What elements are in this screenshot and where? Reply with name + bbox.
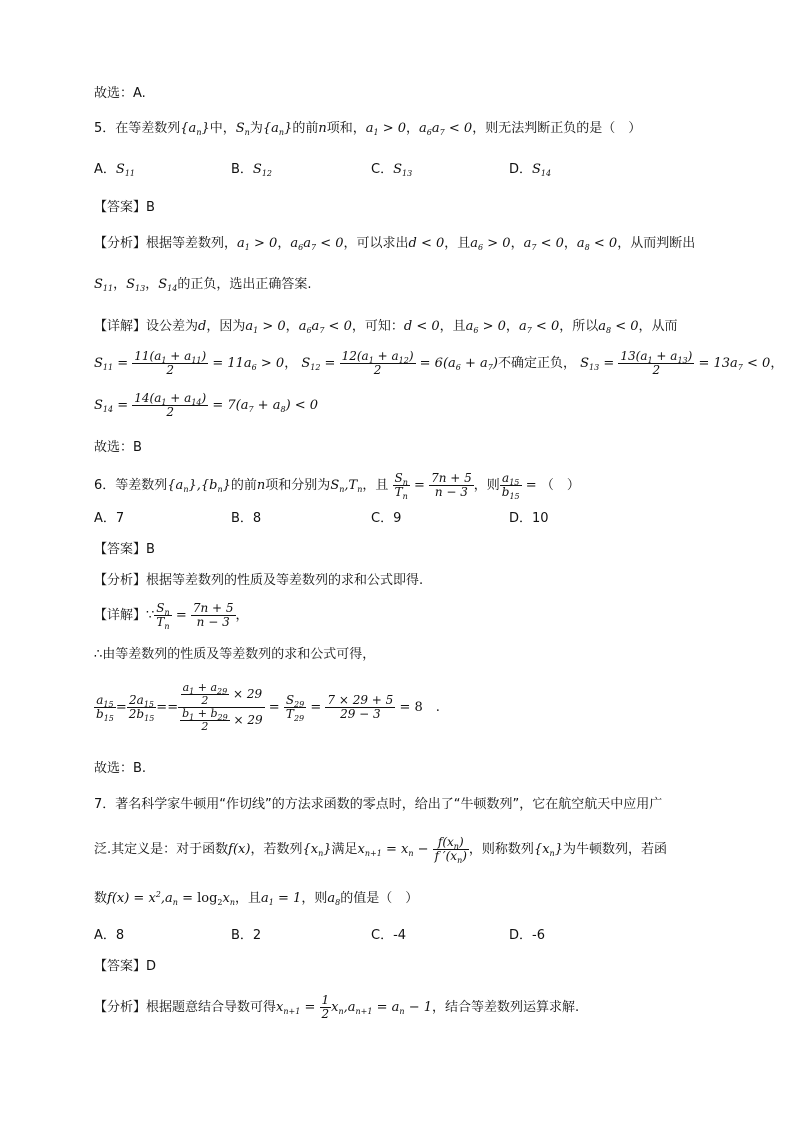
q5-conclusion: 故选：B [94, 440, 142, 455]
detail-text: ，因为 [206, 319, 246, 334]
detail-text: ，且 [439, 319, 466, 334]
answer-value: B [146, 542, 155, 557]
q6-detail-line1: 【详解】∵ $\frac{S_n}{T_n}$ = $\frac{7n + 5}{n - 3}$ ， [94, 601, 249, 631]
q7-option-b: B．2 [231, 928, 262, 943]
q6-stem-text: 的前 [230, 478, 257, 493]
answer-value: B [146, 200, 155, 215]
q7-stem-text: 为牛顿数列，若函 [562, 842, 667, 857]
q6-stem: 6．等差数列$\{a_n\},\{b_n\}$的前n项和分别为$S_n,T_n$，且 $\frac{S_n}{T_n}$ = $\frac{7n + 5}{n - 3}$ ，则 $\frac{a_{15}}{b_{15}}$ = （ ） [94, 471, 580, 501]
answer-value: D [146, 959, 157, 974]
analysis-text: ，从而判断出 [617, 236, 696, 251]
math-cond-2: $a_6a_7 < 0$ [419, 121, 473, 137]
q5-stem-text: ，则无法判断正负的是（ ） [472, 121, 642, 136]
fraction: $\frac{2a_{15}}{2b_{15}}$ [128, 693, 155, 723]
q7-stem-text: 的值是（ ） [340, 891, 419, 906]
q5-stem-text: 为 [249, 121, 263, 136]
answer-tag: 【答案】 [94, 200, 147, 215]
fraction: $\frac{7n + 5}{n - 3}$ [431, 471, 472, 499]
fraction: $\frac{11(a_1 + a_{11})}{2}$ [134, 349, 207, 377]
q5-stem-text: ， [406, 121, 420, 136]
detail-text: 设公差为 [146, 319, 199, 334]
q5-stem-text: 项和， [326, 121, 366, 136]
fraction: $\frac{7 \times 29 + 5}{29 - 3}$ [327, 693, 394, 721]
q6-option-c: C．9 [371, 511, 402, 526]
analysis-tag: 【分析】 [94, 573, 147, 588]
q6-detail-step: ∴由等差数列的性质及等差数列的求和公式可得， [94, 647, 376, 662]
q6-option-d: D．10 [509, 511, 549, 526]
q7-stem-text: ，则称数列 [468, 842, 534, 857]
q7-analysis: 【分析】根据题意结合导数可得$x_{n+1}$ = $\frac{1}{2}$ $x_n,a_{n+1} = a_n - 1$，结合等差数列运算求解. [94, 993, 580, 1021]
q5-detail-line3: $S_{14}$ = $\frac{14(a_1 + a_{14})}{2}$ = $7(a_7 + a_8) < 0$ [94, 391, 319, 419]
q7-option-c: C．-4 [371, 928, 407, 943]
answer-tag: 【答案】 [94, 542, 147, 557]
fraction: $\frac{S_n}{T_n}$ [156, 601, 170, 631]
q7-stem-text: 数 [94, 891, 108, 906]
analysis-text: ，且 [444, 236, 471, 251]
q7-stem-line3: 数$f(x) = x^2,a_n = \log_2x_n$，且$a_1 = 1$，则$a_8$的值是（ ） [94, 890, 419, 907]
analysis-text: 根据题意结合导数可得 [146, 1000, 277, 1015]
q5-analysis-line1: 【分析】根据等差数列，$a_1 > 0$，$a_6a_7 < 0$，可以求出d < 0，且$a_6 > 0$，$a_7 < 0$，$a_8 < 0$，从而判断出 [94, 236, 696, 252]
math-Sn: $S_n$ [235, 121, 250, 137]
fraction: $\frac{a_1 + a_{29}}{2}$ × 29 $\frac{b_1 + b_{29}}{2}$ × 29 [178, 682, 265, 733]
q5-answer [94, 199, 155, 217]
prev-answer-line: 故选：A. [94, 86, 146, 101]
q6-detail-derivation: $\frac{a_{15}}{b_{15}}$ = $\frac{2a_{15}}{2b_{15}}$ == $\frac{a_1 + a_{29}}{2}$ × 29 $\frac{b_1 + b_{29}}{2}$ × 29 = $\frac{S_{29}}{T_{29}}$ = $\frac{7 \times 29 + 5}{29 - 3}$ = 8 . [96, 681, 440, 733]
fraction: $\frac{a_{15}}{b_{15}}$ [96, 693, 114, 723]
q6-stem-text: ，则 [473, 478, 500, 493]
q6-stem-text: 项和分别为 [265, 478, 331, 493]
q6-stem-text: ，且 [362, 478, 389, 493]
q6-answer [94, 541, 155, 559]
detail-tag: 【详解】 [94, 608, 147, 623]
q7-option-d: D．-6 [509, 928, 545, 943]
q6-stem-text: （ ） [540, 478, 580, 493]
q7-answer [94, 958, 156, 976]
analysis-text: 的正负，选出正确答案. [177, 277, 312, 292]
q7-stem-text: 泛.其定义是：对于函数 [94, 842, 229, 857]
analysis-text: 根据等差数列， [146, 236, 238, 251]
q5-option-d: D．$S_{14}$ [509, 162, 552, 178]
q7-stem-line1: 7．著名科学家牛顿用“作切线”的方法求函数的零点时，给出了“牛顿数列”，它在航空航天中应用广 [94, 797, 663, 812]
fraction: $\frac{12(a_1 + a_{12})}{2}$ [341, 349, 414, 377]
analysis-tag: 【分析】 [94, 236, 147, 251]
q5-stem-text: 中， [209, 121, 236, 136]
q5-options [94, 161, 694, 179]
q5-stem [94, 120, 641, 138]
math-seq-an: $\{a_n\}$ [180, 121, 210, 137]
q5-detail-line2: $S_{11}$ = $\frac{11(a_1 + a_{11})}{2}$ = $11a_6 > 0$， $S_{12}$ = $\frac{12(a_1 + a_{12})}{2}$ = $6(a_6 + a_7)$不确定正负， $S_{13}$ = $\frac{13(a_1 + a_{13})}{2}$ = $13a_7 < 0$， [94, 349, 784, 377]
q5-stem-text: 5．在等差数列 [94, 121, 181, 136]
fraction: $\frac{f(x_n)}{f '(x_n)}$ [434, 835, 467, 865]
detail-tag: 【详解】 [94, 319, 147, 334]
analysis-text: ，可以求出 [343, 236, 409, 251]
q7-stem-text: ，若数列 [250, 842, 303, 857]
detail-text: ，从而 [638, 319, 678, 334]
result-value: 8 [414, 700, 423, 715]
fraction: $\frac{14(a_1 + a_{14})}{2}$ [134, 391, 207, 419]
q5-option-b: B．$S_{12}$ [231, 162, 273, 178]
detail-text: 不确定正负 [497, 356, 563, 371]
q6-conclusion: 故选：B. [94, 761, 147, 776]
fraction: $\frac{1}{2}$ [321, 993, 330, 1021]
detail-text: ，所以 [559, 319, 599, 334]
fraction: $\frac{S_n}{T_n}$ [394, 471, 408, 501]
q5-detail-line1: 【详解】设公差为d，因为$a_1 > 0$，$a_6a_7 < 0$，可知：d < 0，且$a_6 > 0$，$a_7 < 0$，所以$a_8 < 0$，从而 [94, 319, 678, 335]
q5-option-a: A．$S_{11}$ [94, 162, 135, 178]
q5-stem-text: 的前 [292, 121, 319, 136]
q6-options [94, 510, 694, 528]
q7-stem-text: ，则 [301, 891, 328, 906]
fraction: $\frac{a_{15}}{b_{15}}$ [501, 471, 520, 501]
math-cond-1: $a_1 > 0$ [365, 121, 407, 137]
q7-stem-line2: 泛.其定义是：对于函数f(x)，若数列$\{x_n\}$满足$x_{n+1} = x_n$ − $\frac{f(x_n)}{f '(x_n)}$ ，则称数列$\{x_n\}$为牛顿数列，若函 [94, 835, 667, 865]
q7-stem-text: 满足 [331, 842, 358, 857]
q6-analysis [94, 572, 423, 590]
math-seq-an: $\{a_n\}$ [262, 121, 293, 137]
q6-stem-text: 6．等差数列 [94, 478, 168, 493]
detail-text: ，可知： [351, 319, 404, 334]
fraction: $\frac{7n + 5}{n - 3}$ [192, 601, 234, 629]
q6-option-b: B．8 [231, 511, 262, 526]
q7-option-a: A．8 [94, 928, 125, 943]
math-n: n [318, 121, 327, 136]
q5-option-c: C．$S_{13}$ [371, 162, 413, 178]
analysis-text: 根据等差数列的性质及等差数列的求和公式即得. [146, 573, 424, 588]
analysis-tag: 【分析】 [94, 1000, 147, 1015]
q5-analysis-line2: $S_{11}$，$S_{13}$，$S_{14}$的正负，选出正确答案. [94, 277, 312, 293]
q7-options [94, 927, 694, 945]
analysis-text: ，结合等差数列运算求解. [432, 1000, 580, 1015]
answer-tag: 【答案】 [94, 959, 147, 974]
fraction: $\frac{S_{29}}{T_{29}}$ [285, 693, 305, 723]
q7-stem-text: ，且 [235, 891, 262, 906]
fraction: $\frac{13(a_1 + a_{13})}{2}$ [620, 349, 693, 377]
q6-option-a: A．7 [94, 511, 125, 526]
